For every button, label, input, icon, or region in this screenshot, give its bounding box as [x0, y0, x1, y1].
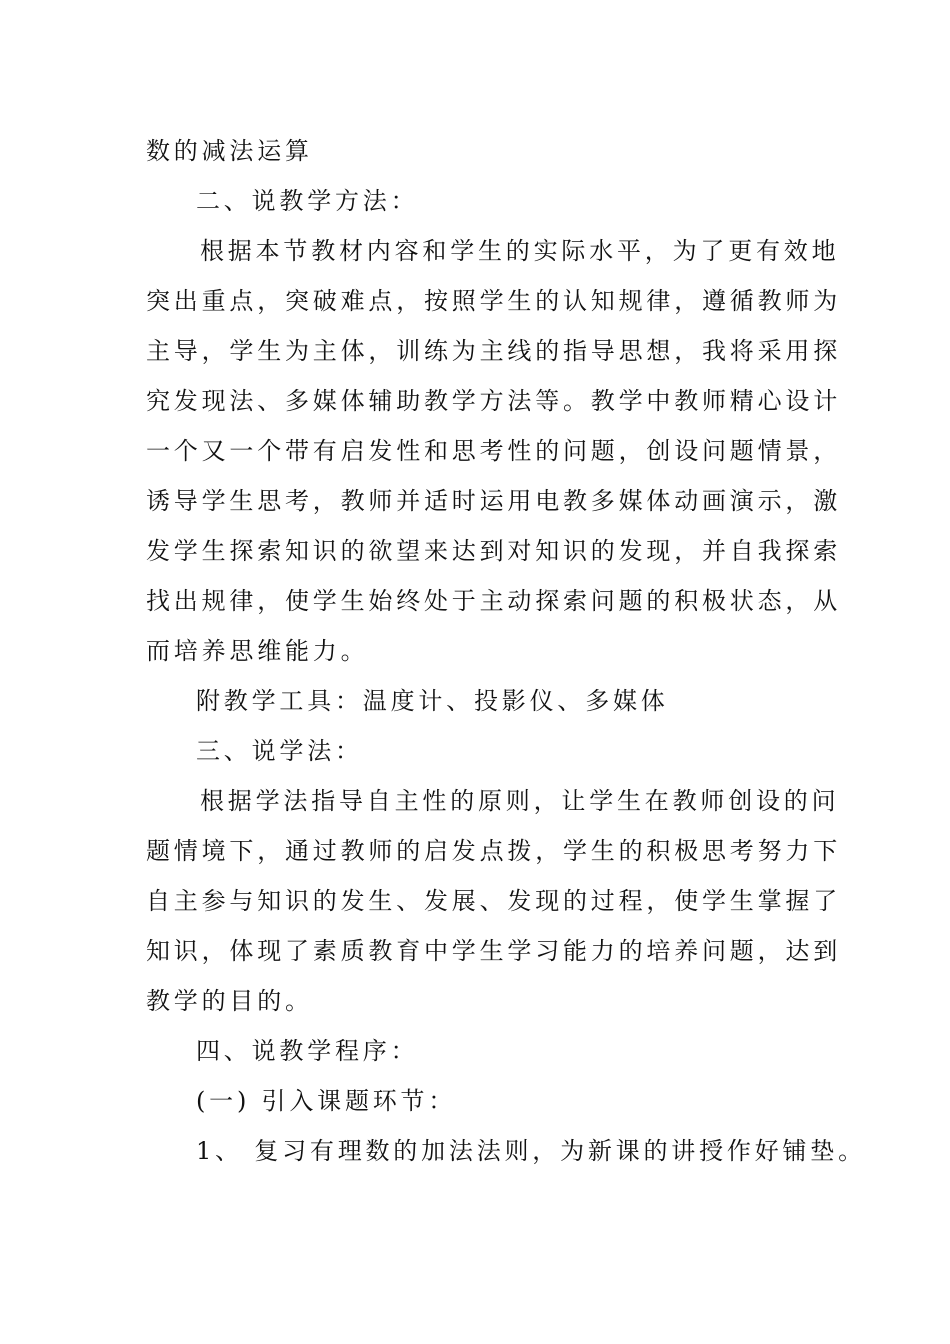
- text-line: 主导，学生为主体，训练为主线的指导思想，我将采用探: [146, 337, 841, 365]
- text-line: 而培养思维能力。: [146, 637, 369, 665]
- section-heading: 二、说教学方法：: [196, 187, 419, 215]
- text-line: 一个又一个带有启发性和思考性的问题，创设问题情景，: [146, 437, 841, 465]
- section-heading: 三、说学法：: [196, 737, 363, 765]
- text-line: 究发现法、多媒体辅助教学方法等。教学中教师精心设计: [146, 387, 841, 415]
- text-line: 根据学法指导自主性的原则，让学生在教师创设的问: [200, 787, 840, 815]
- text-line: 附教学工具：温度计、投影仪、多媒体: [196, 687, 669, 715]
- text-line: 找出规律，使学生始终处于主动探索问题的积极状态，从: [146, 587, 841, 615]
- text-line: 数的减法运算: [146, 137, 313, 165]
- list-item: 1、 复习有理数的加法法则，为新课的讲授作好铺垫。: [196, 1137, 866, 1165]
- text-line: 自主参与知识的发生、发展、发现的过程，使学生掌握了: [146, 887, 841, 915]
- subsection-heading: (一) 引入课题环节：: [196, 1087, 457, 1115]
- text-line: 诱导学生思考，教师并适时运用电教多媒体动画演示，激: [146, 487, 841, 515]
- text-line: 教学的目的。: [146, 987, 313, 1015]
- text-line: 题情境下，通过教师的启发点拨，学生的积极思考努力下: [146, 837, 841, 865]
- text-line: 根据本节教材内容和学生的实际水平，为了更有效地: [200, 237, 840, 265]
- text-line: 发学生探索知识的欲望来达到对知识的发现，并自我探索: [146, 537, 841, 565]
- text-line: 知识，体现了素质教育中学生学习能力的培养问题，达到: [146, 937, 841, 965]
- section-heading: 四、说教学程序：: [196, 1037, 419, 1065]
- text-line: 突出重点，突破难点，按照学生的认知规律，遵循教师为: [146, 287, 841, 315]
